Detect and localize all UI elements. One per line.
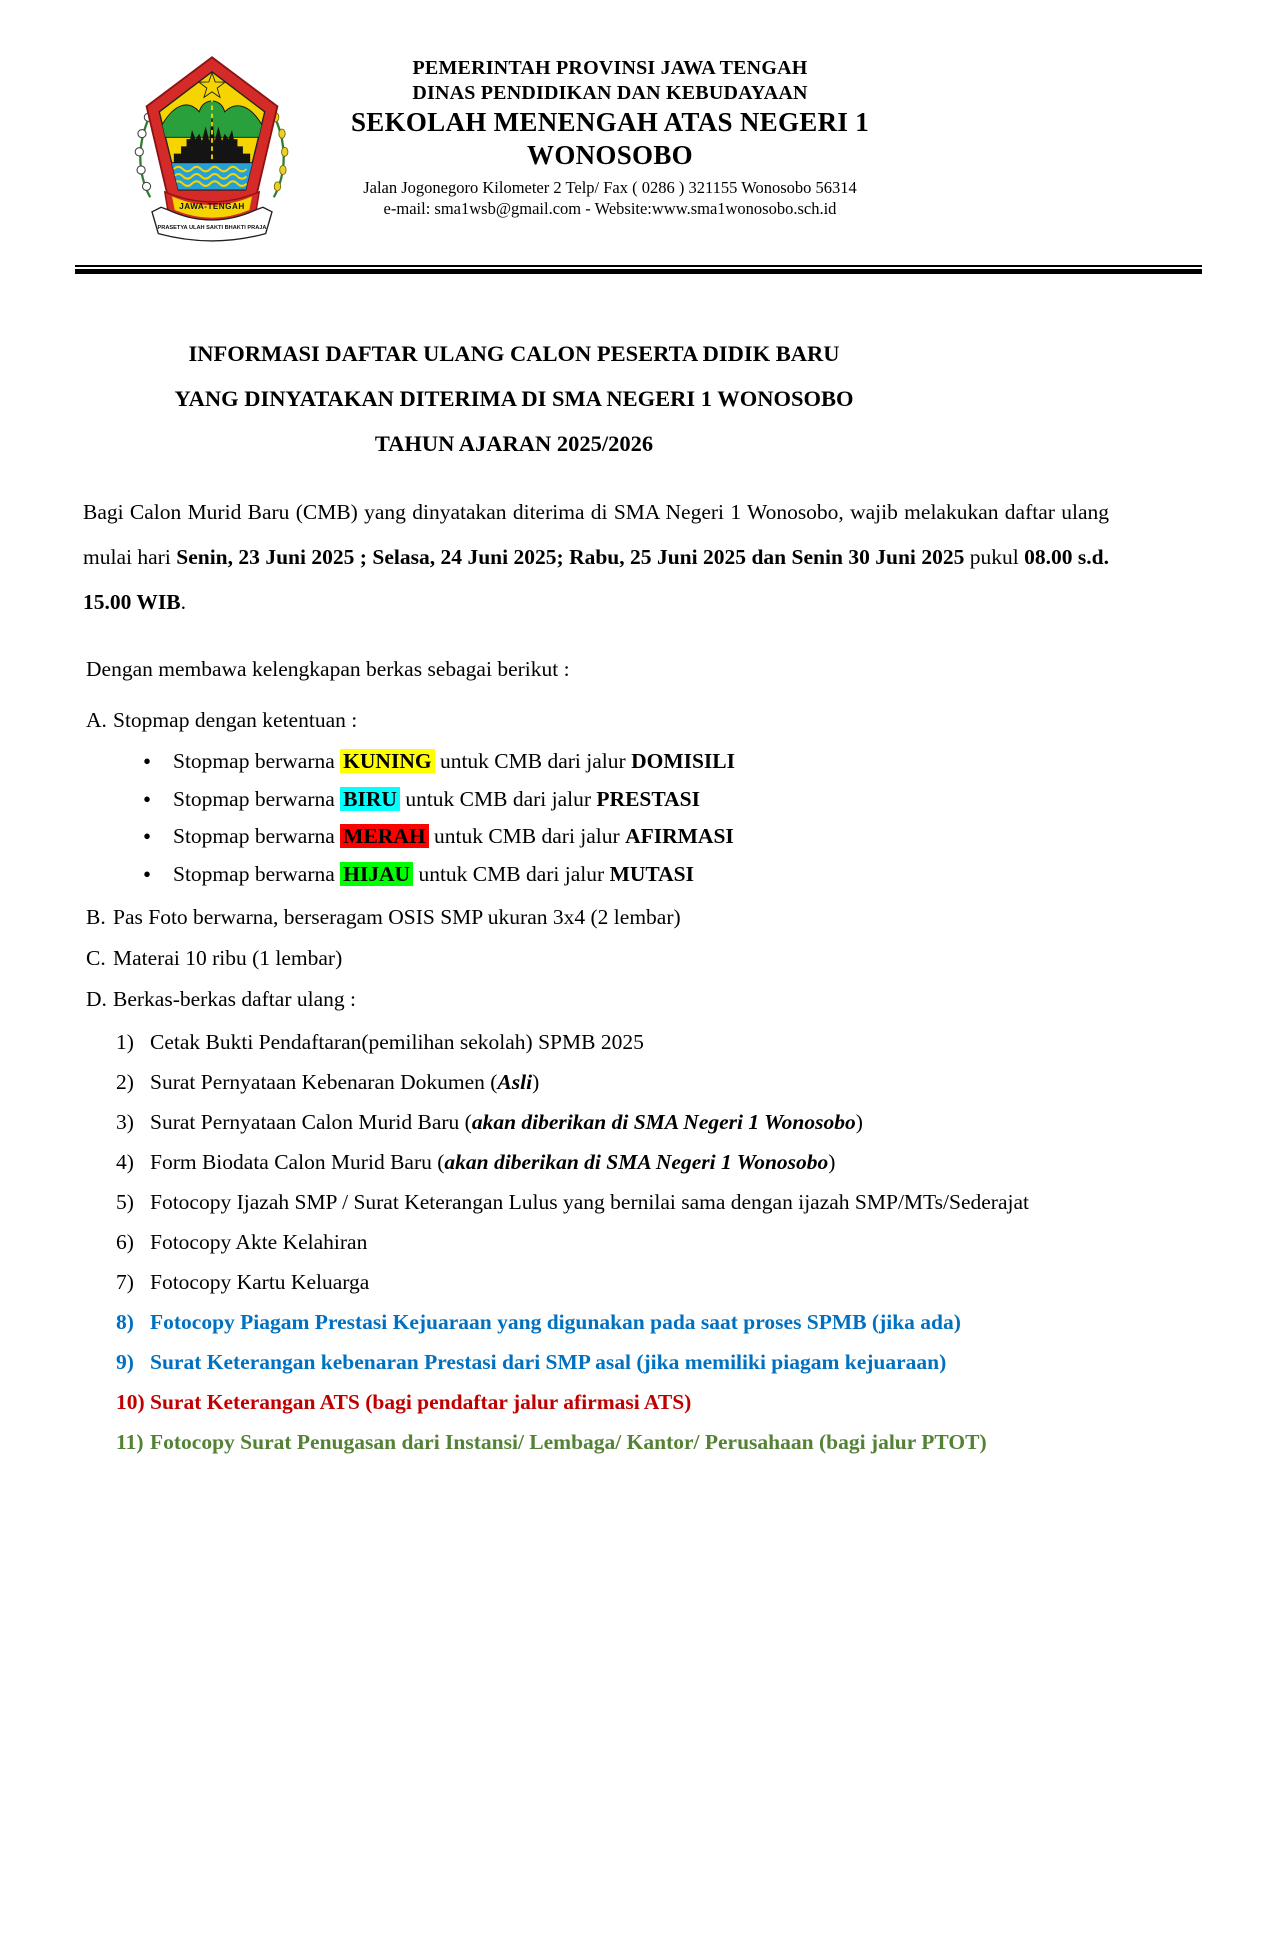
intro-paragraph	[83, 490, 1109, 625]
intro-end: .	[180, 590, 186, 614]
requirement-item: 7) Fotocopy Kartu Keluarga	[83, 1262, 1109, 1302]
item-number: 9)	[116, 1350, 134, 1374]
requirement-item: 1) Cetak Bukti Pendaftaran(pemilihan sekolah) SPMB 2025	[83, 1022, 1109, 1062]
admission-path-name: DOMISILI	[631, 749, 736, 773]
requirement-item: 4) Form Biodata Calon Murid Baru (akan diberikan di SMA Negeri 1 Wonosobo)	[83, 1142, 1109, 1182]
document-title	[83, 331, 945, 466]
section-d-text: Berkas-berkas daftar ulang :	[113, 987, 356, 1011]
color-highlight: MERAH	[340, 824, 428, 848]
requirement-item: 9) Surat Keterangan kebenaran Prestasi dari SMP asal (jika memiliki piagam kejuaraan)	[83, 1342, 1109, 1382]
admission-path-name: MUTASI	[609, 861, 694, 886]
requirement-item: 6) Fotocopy Akte Kelahiran	[83, 1222, 1109, 1262]
item-number: 3)	[116, 1110, 134, 1134]
requirement-item: 8) Fotocopy Piagam Prestasi Kejuaraan yang digunakan pada saat proses SPMB (jika ada)	[83, 1302, 1109, 1342]
department-line: DINAS PENDIDIKAN DAN KEBUDAYAAN	[412, 82, 808, 104]
requirement-item: 10) Surat Keterangan ATS (bagi pendaftar jalur afirmasi ATS)	[83, 1382, 1109, 1422]
item-number: 7)	[116, 1270, 134, 1294]
requirement-item: 11) Fotocopy Surat Penugasan dari Instansi/ Lembaga/ Kantor/ Perusahaan (bagi jalur PTOT)	[83, 1422, 1109, 1462]
section-c-line	[83, 938, 1109, 979]
letterhead	[300, 56, 920, 219]
requirements-lead-line: Dengan membawa kelengkapan berkas sebagai berikut :	[86, 657, 570, 681]
item-number: 8)	[116, 1310, 134, 1334]
stopmap-bullet-item: • Stopmap berwarna MERAH untuk CMB dari jalur AFIRMASI	[83, 818, 1109, 856]
document-body	[83, 331, 1109, 1462]
title-line-3: TAHUN AJARAN 2025/2026	[374, 431, 654, 456]
item-number: 6)	[116, 1230, 134, 1254]
item-number: 2)	[116, 1070, 134, 1094]
section-b-label: B.	[86, 905, 106, 929]
item-number: 11)	[116, 1430, 144, 1454]
section-a-label: A.	[86, 708, 107, 732]
jawa-tengah-emblem-icon	[122, 50, 302, 250]
section-b-line	[83, 897, 1109, 938]
color-highlight: KUNING	[340, 749, 434, 773]
stopmap-bullet-item: • Stopmap berwarna HIJAU untuk CMB dari jalur MUTASI	[83, 856, 1109, 894]
section-b-text: Pas Foto berwarna, berseragam OSIS SMP ukuran 3x4 (2 lembar)	[113, 905, 681, 929]
school-name-line1: SEKOLAH MENENGAH ATAS NEGERI 1	[350, 107, 870, 137]
section-a-text: Stopmap dengan ketentuan :	[113, 708, 358, 732]
item-number: 5)	[116, 1190, 134, 1214]
school-contact: e-mail: sma1wsb@gmail.com - Website:www.sma1wonosobo.sch.id	[383, 199, 837, 218]
color-highlight: BIRU	[340, 787, 400, 811]
svg-text:JAWA-TENGAH: JAWA-TENGAH	[179, 202, 245, 212]
section-a-heading	[83, 700, 1109, 741]
school-name-line2: WONOSOBO	[527, 140, 693, 170]
registration-hours: 08.00 s.d. 15.00 WIB	[83, 545, 1110, 614]
requirement-item: 3) Surat Pernyataan Calon Murid Baru (akan diberikan di SMA Negeri 1 Wonosobo)	[83, 1102, 1109, 1142]
section-c-label: C.	[86, 946, 106, 970]
admission-path-name: AFIRMASI	[625, 824, 734, 848]
jawa-tengah-emblem-logo	[122, 50, 302, 250]
stopmap-color-list	[83, 743, 1109, 893]
intro-mid: pukul	[964, 545, 1025, 569]
item-number: 10)	[116, 1390, 145, 1414]
admission-path-name: PRESTASI	[596, 786, 700, 811]
item-number: 4)	[116, 1150, 134, 1174]
registration-dates: Senin, 23 Juni 2025 ; Selasa, 24 Juni 2025; Rabu, 25 Juni 2025 dan Senin 30 Juni 2025	[176, 545, 965, 569]
stopmap-bullet-item: • Stopmap berwarna BIRU untuk CMB dari jalur PRESTASI	[83, 781, 1109, 819]
government-line: PEMERINTAH PROVINSI JAWA TENGAH	[412, 57, 808, 79]
section-c-text: Materai 10 ribu (1 lembar)	[113, 946, 343, 970]
intro-text: Bagi Calon Murid Baru (CMB) yang dinyatakan diterima di SMA Negeri 1 Wonosobo, wajib melakukan daftar ulang mulai hari	[83, 500, 1109, 569]
stopmap-bullet-item: • Stopmap berwarna KUNING untuk CMB dari jalur DOMISILI	[83, 743, 1109, 781]
svg-text:PRASETYA ULAH SAKTI BHAKTI PRA: PRASETYA ULAH SAKTI BHAKTI PRAJA	[157, 225, 267, 232]
school-address: Jalan Jogonegoro Kilometer 2 Telp/ Fax ( 0286 ) 321155 Wonosobo 56314	[363, 178, 857, 197]
requirement-item: 2) Surat Pernyataan Kebenaran Dokumen (Asli)	[83, 1062, 1109, 1102]
section-d-label: D.	[86, 987, 107, 1011]
color-highlight: HIJAU	[340, 862, 413, 886]
letterhead-divider	[75, 265, 1202, 274]
section-d-heading	[83, 979, 1109, 1020]
item-number: 1)	[116, 1030, 134, 1054]
title-line-1: INFORMASI DAFTAR ULANG CALON PESERTA DIDIK BARU	[188, 341, 840, 366]
reregistration-documents-list	[83, 1022, 1109, 1462]
requirement-item: 5) Fotocopy Ijazah SMP / Surat Keterangan Lulus yang bernilai sama dengan ijazah SMP/MTs/Sederajat	[83, 1182, 1109, 1222]
title-line-2: YANG DINYATAKAN DITERIMA DI SMA NEGERI 1 WONOSOBO	[174, 386, 854, 411]
